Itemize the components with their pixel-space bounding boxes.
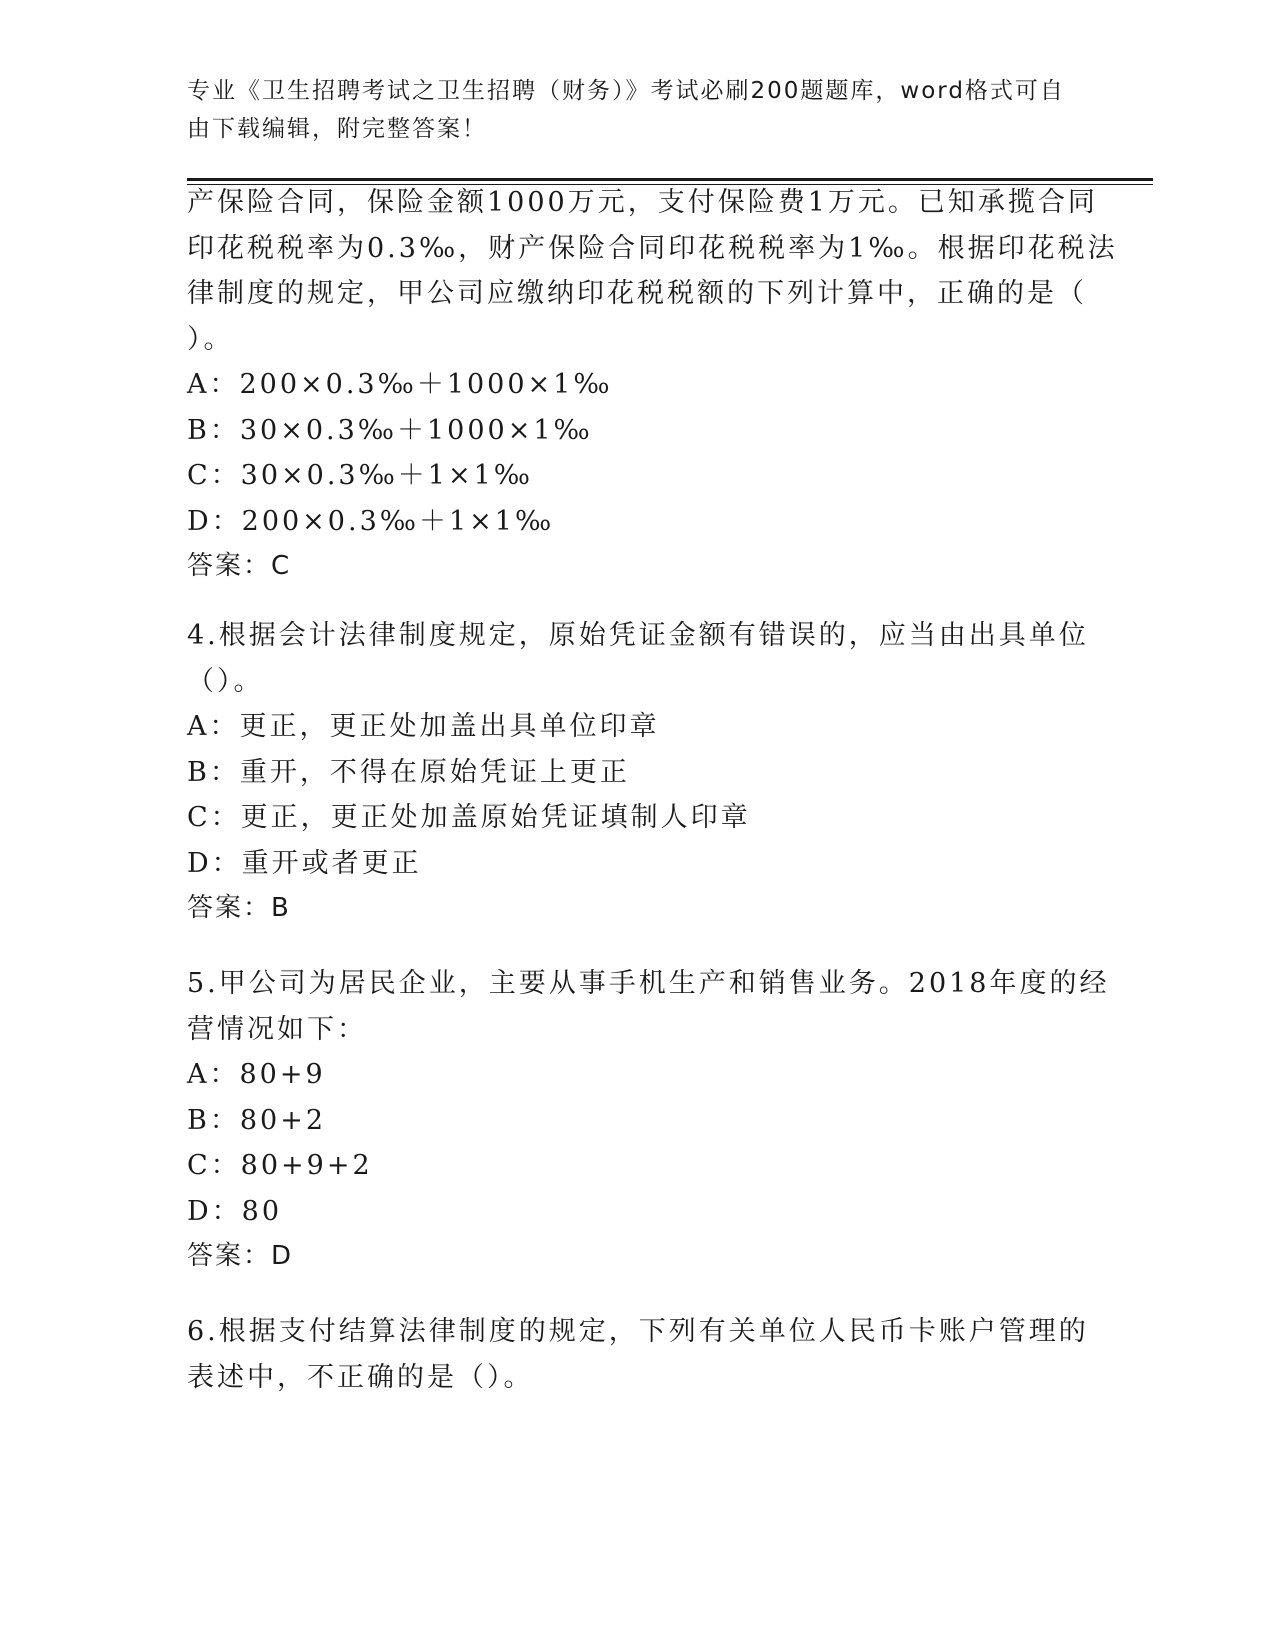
option-c: C：80+9+2: [187, 1150, 373, 1181]
question-stem-line: 表述中，不正确的是（）。: [187, 1361, 534, 1393]
header-title-line-1: 专业《卫生招聘考试之卫生招聘（财务）》考试必刷200题题库，word格式可自: [187, 78, 1065, 104]
answer-line: 答案：B: [187, 893, 291, 923]
document-header: [187, 72, 1067, 148]
question-stem-line: 产保险合同，保险金额1000万元，支付保险费1万元。已知承揽合同: [187, 187, 1098, 218]
option-a: A：80+9: [187, 1059, 326, 1090]
question-stem-line: ）。: [187, 323, 234, 355]
option-d: D：重开或者更正: [187, 847, 422, 879]
header-title-line-2: 由下载编辑，附完整答案！: [187, 116, 487, 142]
question-block-6: [187, 1309, 1087, 1400]
option-d: D：200×0.3‰＋1×1‰: [187, 505, 555, 537]
option-b: B：80+2: [187, 1104, 326, 1136]
question-block-4: [187, 613, 1087, 932]
option-c: C：30×0.3‰＋1×1‰: [187, 460, 534, 491]
question-stem-line: （）。: [187, 665, 264, 697]
option-a: A：更正，更正处加盖出具单位印章: [187, 711, 660, 742]
question-block-3: [187, 180, 1118, 590]
question-stem-line: 5.甲公司为居民企业，主要从事手机生产和销售业务。2018年度的经: [187, 968, 1110, 999]
answer-line: 答案：D: [187, 1241, 294, 1271]
option-b: B：重开，不得在原始凭证上更正: [187, 756, 630, 788]
option-b: B：30×0.3‰＋1000×1‰: [187, 414, 593, 446]
question-stem-line: 印花税税率为0.3‰，财产保险合同印花税税率为1‰。根据印花税法: [187, 232, 1118, 264]
option-a: A：200×0.3‰＋1000×1‰: [187, 369, 613, 400]
question-stem-line: 律制度的规定，甲公司应缴纳印花税税额的下列计算中，正确的是（: [187, 278, 1087, 309]
answer-line: 答案：C: [187, 551, 292, 581]
question-block-5: [187, 961, 1110, 1280]
option-d: D：80: [187, 1195, 283, 1227]
question-stem-line: 4.根据会计法律制度规定，原始凭证金额有错误的，应当由出具单位: [187, 620, 1089, 651]
question-stem-line: 6.根据支付结算法律制度的规定，下列有关单位人民币卡账户管理的: [187, 1316, 1089, 1347]
question-stem-line: 营情况如下：: [187, 1013, 367, 1045]
option-c: C：更正，更正处加盖原始凭证填制人印章: [187, 802, 751, 833]
